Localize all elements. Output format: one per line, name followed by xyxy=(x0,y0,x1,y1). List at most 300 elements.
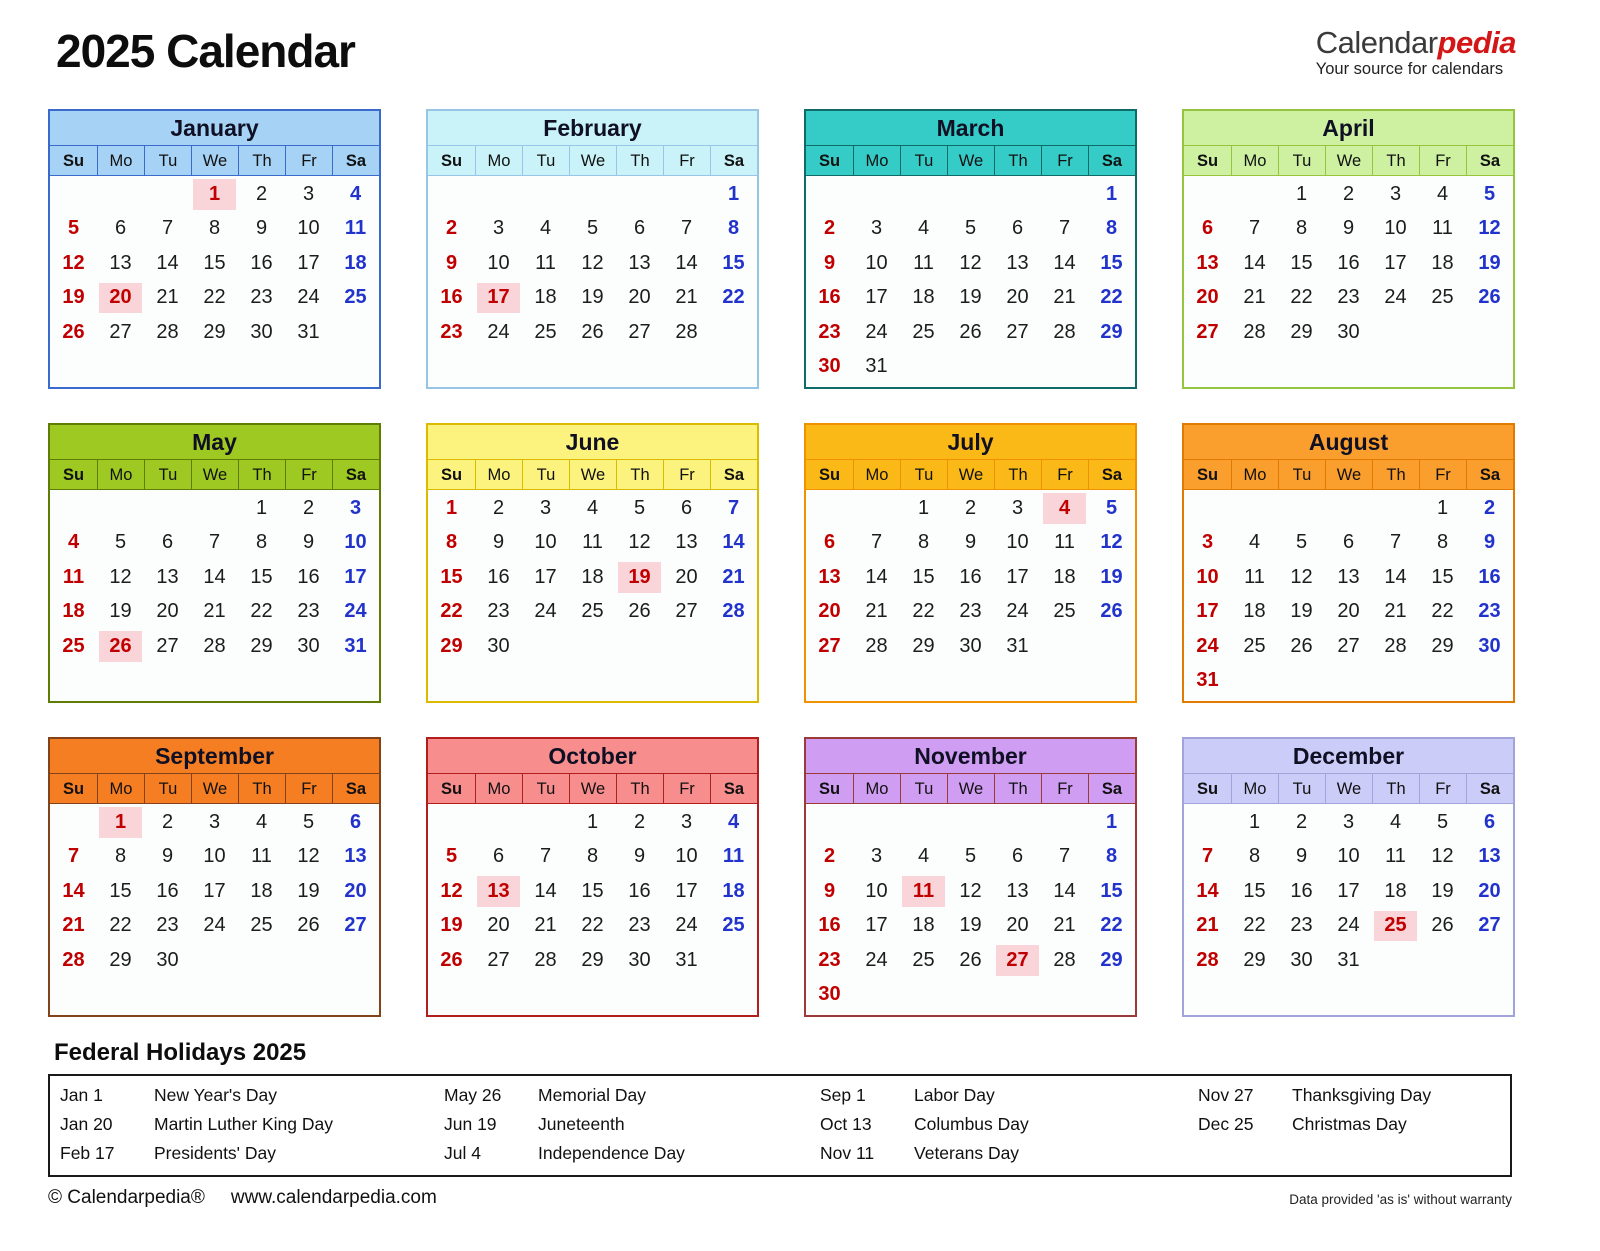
date-november-20: 20 xyxy=(1006,914,1029,937)
empty-date-cell xyxy=(1466,978,1513,1013)
empty-date-cell xyxy=(616,177,663,212)
date-february-20: 20 xyxy=(628,286,651,309)
weekday-label-sa: Sa xyxy=(1088,460,1135,490)
date-march-21: 21 xyxy=(1053,286,1076,309)
date-june-27: 27 xyxy=(675,600,698,623)
date-february-6: 6 xyxy=(633,217,646,240)
empty-date-cell xyxy=(853,978,900,1013)
date-september-30: 30 xyxy=(156,948,179,971)
date-december-17: 17 xyxy=(1337,879,1360,902)
date-july-15: 15 xyxy=(912,565,935,588)
date-april-27: 27 xyxy=(1196,320,1219,343)
date-july-30: 30 xyxy=(959,634,982,657)
empty-date-cell xyxy=(616,629,663,664)
date-october-18: 18 xyxy=(722,879,745,902)
date-october-24: 24 xyxy=(675,914,698,937)
date-april-4: 4 xyxy=(1436,182,1449,205)
date-august-19: 19 xyxy=(1290,600,1313,623)
date-january-28: 28 xyxy=(156,320,179,343)
date-august-22: 22 xyxy=(1431,600,1454,623)
date-april-9: 9 xyxy=(1342,217,1355,240)
date-december-1: 1 xyxy=(1248,810,1261,833)
weekday-label-fr: Fr xyxy=(1041,460,1088,490)
empty-date-cell xyxy=(616,664,663,699)
date-may-31: 31 xyxy=(344,634,367,657)
weekday-label-tu: Tu xyxy=(1278,774,1325,804)
weekday-label-fr: Fr xyxy=(1419,460,1466,490)
holiday-name: Memorial Day xyxy=(538,1085,646,1105)
date-june-12: 12 xyxy=(628,531,651,554)
date-september-14: 14 xyxy=(62,879,85,902)
holiday-date: Sep 1 xyxy=(820,1085,866,1105)
weekday-label-tu: Tu xyxy=(144,774,191,804)
month-title: November xyxy=(806,739,1135,774)
page-title: 2025 Calendar xyxy=(56,25,355,77)
date-april-1: 1 xyxy=(1295,182,1308,205)
date-december-31: 31 xyxy=(1337,948,1360,971)
dates-grid xyxy=(428,804,757,1012)
date-august-30: 30 xyxy=(1478,634,1501,657)
holiday-date: Jan 20 xyxy=(60,1114,113,1134)
weekday-label-fr: Fr xyxy=(1419,774,1466,804)
empty-date-cell xyxy=(947,350,994,385)
holiday-name: Columbus Day xyxy=(914,1114,1029,1134)
date-september-10: 10 xyxy=(203,845,226,868)
date-october-27: 27 xyxy=(487,948,510,971)
date-april-7: 7 xyxy=(1248,217,1261,240)
weekday-label-sa: Sa xyxy=(1466,460,1513,490)
date-june-10: 10 xyxy=(534,531,557,554)
date-june-6: 6 xyxy=(680,496,693,519)
date-december-21: 21 xyxy=(1196,914,1219,937)
dates-grid xyxy=(806,176,1135,384)
dates-grid xyxy=(1184,176,1513,384)
empty-date-cell xyxy=(428,350,475,385)
date-august-2: 2 xyxy=(1483,496,1496,519)
date-february-24: 24 xyxy=(487,320,510,343)
date-july-12: 12 xyxy=(1100,531,1123,554)
date-november-15: 15 xyxy=(1100,879,1123,902)
empty-date-cell xyxy=(1419,664,1466,699)
empty-date-cell xyxy=(806,805,853,840)
date-august-29: 29 xyxy=(1431,634,1454,657)
weekday-label-sa: Sa xyxy=(710,146,757,176)
date-december-3: 3 xyxy=(1342,810,1355,833)
date-april-11: 11 xyxy=(1432,217,1453,240)
date-january-24: 24 xyxy=(297,286,320,309)
empty-date-cell xyxy=(1372,943,1419,978)
date-july-28: 28 xyxy=(865,634,888,657)
date-april-12: 12 xyxy=(1478,217,1501,240)
holiday-date: Oct 13 xyxy=(820,1114,872,1134)
weekday-header-row xyxy=(1184,774,1513,804)
weekday-label-we: We xyxy=(947,146,994,176)
date-september-28: 28 xyxy=(62,948,85,971)
empty-date-cell xyxy=(144,177,191,212)
date-july-24: 24 xyxy=(1006,600,1029,623)
empty-date-cell xyxy=(1372,664,1419,699)
holiday-date: Jan 1 xyxy=(60,1085,103,1105)
weekday-label-we: We xyxy=(1325,774,1372,804)
date-july-16: 16 xyxy=(959,565,982,588)
date-december-6: 6 xyxy=(1483,810,1496,833)
empty-date-cell xyxy=(475,978,522,1013)
date-december-7: 7 xyxy=(1201,845,1214,868)
date-may-4: 4 xyxy=(67,531,80,554)
date-june-17: 17 xyxy=(534,565,557,588)
date-january-9: 9 xyxy=(255,217,268,240)
weekday-label-th: Th xyxy=(1372,460,1419,490)
date-may-14: 14 xyxy=(203,565,226,588)
holiday-column xyxy=(820,1081,1198,1168)
website-link[interactable]: www.calendarpedia.com xyxy=(230,1187,437,1208)
date-january-20: 20 xyxy=(97,281,144,316)
empty-date-cell xyxy=(1041,664,1088,699)
date-february-4: 4 xyxy=(539,217,552,240)
date-march-17: 17 xyxy=(865,286,888,309)
holiday-name: Presidents' Day xyxy=(154,1143,277,1163)
empty-date-cell xyxy=(475,350,522,385)
date-january-30: 30 xyxy=(250,320,273,343)
date-february-27: 27 xyxy=(628,320,651,343)
date-february-28: 28 xyxy=(675,320,698,343)
date-june-18: 18 xyxy=(581,565,604,588)
empty-date-cell xyxy=(853,491,900,526)
month-november xyxy=(804,737,1137,1017)
empty-date-cell xyxy=(806,177,853,212)
date-january-25: 25 xyxy=(344,286,367,309)
weekday-label-mo: Mo xyxy=(475,460,522,490)
date-may-9: 9 xyxy=(302,531,315,554)
dates-grid xyxy=(428,176,757,384)
date-september-1: 1 xyxy=(97,805,144,840)
date-february-3: 3 xyxy=(492,217,505,240)
empty-date-cell xyxy=(285,350,332,385)
holiday-name: New Year's Day xyxy=(154,1085,277,1105)
empty-date-cell xyxy=(1231,350,1278,385)
weekday-label-su: Su xyxy=(440,152,463,170)
date-december-20: 20 xyxy=(1478,879,1501,902)
weekday-label-tu: Tu xyxy=(144,460,191,490)
empty-date-cell xyxy=(1325,664,1372,699)
holiday-name: Thanksgiving Day xyxy=(1292,1085,1432,1105)
date-august-9: 9 xyxy=(1483,531,1496,554)
date-july-25: 25 xyxy=(1053,600,1076,623)
date-june-24: 24 xyxy=(534,600,557,623)
date-june-19: 19 xyxy=(616,560,663,595)
holiday-date: Dec 25 xyxy=(1198,1114,1254,1134)
date-december-16: 16 xyxy=(1290,879,1313,902)
weekday-label-sa: Sa xyxy=(332,146,379,176)
dates-grid xyxy=(806,490,1135,698)
date-may-11: 11 xyxy=(62,565,85,588)
weekday-label-tu: Tu xyxy=(1278,146,1325,176)
empty-date-cell xyxy=(569,629,616,664)
date-november-22: 22 xyxy=(1100,914,1123,937)
date-june-5: 5 xyxy=(633,496,646,519)
date-august-3: 3 xyxy=(1201,531,1214,554)
date-january-16: 16 xyxy=(250,251,273,274)
month-title: January xyxy=(50,111,379,146)
weekday-label-su: Su xyxy=(1196,152,1219,170)
date-april-13: 13 xyxy=(1196,251,1219,274)
date-july-17: 17 xyxy=(1006,565,1029,588)
date-october-9: 9 xyxy=(633,845,646,868)
date-december-12: 12 xyxy=(1431,845,1454,868)
empty-date-cell xyxy=(569,350,616,385)
weekday-header-row xyxy=(806,774,1135,804)
date-april-30: 30 xyxy=(1337,320,1360,343)
empty-date-cell xyxy=(144,491,191,526)
date-november-24: 24 xyxy=(865,948,888,971)
holiday-date: Nov 27 xyxy=(1198,1085,1254,1105)
holidays-table xyxy=(48,1074,1512,1177)
empty-date-cell xyxy=(285,664,332,699)
date-may-17: 17 xyxy=(344,565,367,588)
empty-date-cell xyxy=(663,664,710,699)
date-december-10: 10 xyxy=(1337,845,1360,868)
date-june-8: 8 xyxy=(445,531,458,554)
empty-date-cell xyxy=(994,805,1041,840)
date-october-7: 7 xyxy=(539,845,552,868)
date-january-8: 8 xyxy=(208,217,221,240)
empty-date-cell xyxy=(50,350,97,385)
weekday-label-sa: Sa xyxy=(332,460,379,490)
empty-date-cell xyxy=(332,664,379,699)
empty-date-cell xyxy=(475,664,522,699)
weekday-label-th: Th xyxy=(238,146,285,176)
date-january-5: 5 xyxy=(67,217,80,240)
date-july-9: 9 xyxy=(964,531,977,554)
holiday-item xyxy=(444,1139,820,1168)
empty-date-cell xyxy=(994,664,1041,699)
date-april-28: 28 xyxy=(1243,320,1266,343)
weekday-label-mo: Mo xyxy=(1231,774,1278,804)
holiday-date: Feb 17 xyxy=(60,1143,115,1163)
date-september-24: 24 xyxy=(203,914,226,937)
empty-date-cell xyxy=(994,978,1041,1013)
weekday-label-tu: Tu xyxy=(900,146,947,176)
date-may-26: 26 xyxy=(97,629,144,664)
weekday-label-mo: Mo xyxy=(475,146,522,176)
date-november-4: 4 xyxy=(917,845,930,868)
empty-date-cell xyxy=(1231,664,1278,699)
date-september-21: 21 xyxy=(62,914,85,937)
date-march-26: 26 xyxy=(959,320,982,343)
weekday-label-tu: Tu xyxy=(1278,460,1325,490)
empty-date-cell xyxy=(428,978,475,1013)
date-january-12: 12 xyxy=(62,251,85,274)
date-december-30: 30 xyxy=(1290,948,1313,971)
date-november-5: 5 xyxy=(964,845,977,868)
date-november-16: 16 xyxy=(818,914,841,937)
date-october-23: 23 xyxy=(628,914,651,937)
month-title: April xyxy=(1184,111,1513,146)
date-july-23: 23 xyxy=(959,600,982,623)
date-march-19: 19 xyxy=(959,286,982,309)
holiday-item xyxy=(820,1110,1198,1139)
date-february-11: 11 xyxy=(535,251,556,274)
date-june-21: 21 xyxy=(722,565,745,588)
weekday-label-fr: Fr xyxy=(663,146,710,176)
weekday-label-sa: Sa xyxy=(1088,146,1135,176)
date-may-2: 2 xyxy=(302,496,315,519)
empty-date-cell xyxy=(238,350,285,385)
date-june-22: 22 xyxy=(440,600,463,623)
empty-date-cell xyxy=(569,978,616,1013)
weekday-label-sa: Sa xyxy=(1088,774,1135,804)
empty-date-cell xyxy=(1419,943,1466,978)
month-june xyxy=(426,423,759,703)
date-july-22: 22 xyxy=(912,600,935,623)
weekday-label-mo: Mo xyxy=(1231,146,1278,176)
holiday-name: Juneteenth xyxy=(538,1114,625,1134)
empty-date-cell xyxy=(50,664,97,699)
date-july-8: 8 xyxy=(917,531,930,554)
date-march-25: 25 xyxy=(912,320,935,343)
date-august-11: 11 xyxy=(1244,565,1265,588)
date-july-6: 6 xyxy=(823,531,836,554)
weekday-label-th: Th xyxy=(238,774,285,804)
date-march-28: 28 xyxy=(1053,320,1076,343)
date-march-23: 23 xyxy=(818,320,841,343)
date-january-22: 22 xyxy=(203,286,226,309)
date-april-21: 21 xyxy=(1243,286,1266,309)
date-october-1: 1 xyxy=(586,810,599,833)
empty-date-cell xyxy=(947,978,994,1013)
date-january-1: 1 xyxy=(191,177,238,212)
date-october-2: 2 xyxy=(633,810,646,833)
date-may-22: 22 xyxy=(250,600,273,623)
holiday-name: Christmas Day xyxy=(1292,1114,1407,1134)
weekday-label-th: Th xyxy=(616,460,663,490)
empty-date-cell xyxy=(144,978,191,1013)
date-january-11: 11 xyxy=(344,217,367,240)
weekday-label-we: We xyxy=(1325,146,1372,176)
empty-date-cell xyxy=(806,491,853,526)
date-october-6: 6 xyxy=(492,845,505,868)
empty-date-cell xyxy=(191,491,238,526)
date-june-28: 28 xyxy=(722,600,745,623)
month-august xyxy=(1182,423,1515,703)
date-september-16: 16 xyxy=(156,879,179,902)
empty-date-cell xyxy=(947,177,994,212)
weekday-label-we: We xyxy=(191,774,238,804)
weekday-label-tu: Tu xyxy=(522,460,569,490)
empty-date-cell xyxy=(1419,315,1466,350)
date-november-30: 30 xyxy=(818,983,841,1006)
date-march-10: 10 xyxy=(865,251,888,274)
date-march-16: 16 xyxy=(818,286,841,309)
empty-date-cell xyxy=(1466,350,1513,385)
month-title: December xyxy=(1184,739,1513,774)
holiday-name: Independence Day xyxy=(538,1143,685,1163)
date-january-23: 23 xyxy=(250,286,273,309)
date-february-23: 23 xyxy=(440,320,463,343)
date-february-21: 21 xyxy=(675,286,698,309)
date-april-23: 23 xyxy=(1337,286,1360,309)
date-november-3: 3 xyxy=(870,845,883,868)
date-february-19: 19 xyxy=(581,286,604,309)
empty-date-cell xyxy=(1372,978,1419,1013)
empty-date-cell xyxy=(97,350,144,385)
date-january-3: 3 xyxy=(302,182,315,205)
calendarpedia-logo xyxy=(1316,24,1516,79)
date-december-27: 27 xyxy=(1478,914,1501,937)
date-february-14: 14 xyxy=(675,251,698,274)
date-march-6: 6 xyxy=(1011,217,1024,240)
date-october-28: 28 xyxy=(534,948,557,971)
date-october-25: 25 xyxy=(722,914,745,937)
weekday-label-we: We xyxy=(569,460,616,490)
holiday-item xyxy=(444,1081,820,1110)
weekday-label-we: We xyxy=(191,460,238,490)
date-june-15: 15 xyxy=(440,565,463,588)
date-october-30: 30 xyxy=(628,948,651,971)
date-february-8: 8 xyxy=(727,217,740,240)
date-june-26: 26 xyxy=(628,600,651,623)
date-june-25: 25 xyxy=(581,600,604,623)
date-november-10: 10 xyxy=(865,879,888,902)
logo-wordmark xyxy=(1316,26,1516,59)
empty-date-cell xyxy=(569,664,616,699)
month-title: September xyxy=(50,739,379,774)
date-february-17: 17 xyxy=(475,281,522,316)
date-july-1: 1 xyxy=(917,496,930,519)
month-march xyxy=(804,109,1137,389)
empty-date-cell xyxy=(1041,177,1088,212)
date-june-20: 20 xyxy=(675,565,698,588)
weekday-header-row xyxy=(1184,146,1513,176)
date-february-12: 12 xyxy=(581,251,604,274)
date-may-29: 29 xyxy=(250,634,273,657)
holidays-heading: Federal Holidays 2025 xyxy=(54,1039,307,1066)
month-title: October xyxy=(428,739,757,774)
date-september-20: 20 xyxy=(344,879,367,902)
copyright-line xyxy=(48,1187,437,1209)
date-december-29: 29 xyxy=(1243,948,1266,971)
dates-grid xyxy=(50,176,379,384)
date-march-11: 11 xyxy=(913,251,934,274)
weekday-label-su: Su xyxy=(62,152,85,170)
empty-date-cell xyxy=(1278,350,1325,385)
date-may-5: 5 xyxy=(114,531,127,554)
date-may-8: 8 xyxy=(255,531,268,554)
date-november-19: 19 xyxy=(959,914,982,937)
date-april-14: 14 xyxy=(1243,251,1266,274)
empty-date-cell xyxy=(522,350,569,385)
date-march-3: 3 xyxy=(870,217,883,240)
holiday-date: Nov 11 xyxy=(820,1143,875,1163)
date-november-28: 28 xyxy=(1053,948,1076,971)
empty-date-cell xyxy=(1419,978,1466,1013)
weekday-label-th: Th xyxy=(616,146,663,176)
date-december-2: 2 xyxy=(1295,810,1308,833)
empty-date-cell xyxy=(1184,491,1231,526)
date-september-25: 25 xyxy=(250,914,273,937)
date-november-21: 21 xyxy=(1053,914,1076,937)
empty-date-cell xyxy=(522,177,569,212)
empty-date-cell xyxy=(50,978,97,1013)
weekday-header-row xyxy=(1184,460,1513,490)
date-june-23: 23 xyxy=(487,600,510,623)
empty-date-cell xyxy=(191,943,238,978)
date-december-4: 4 xyxy=(1389,810,1402,833)
date-september-4: 4 xyxy=(255,810,268,833)
empty-date-cell xyxy=(947,805,994,840)
date-january-21: 21 xyxy=(156,286,179,309)
weekday-label-mo: Mo xyxy=(853,460,900,490)
